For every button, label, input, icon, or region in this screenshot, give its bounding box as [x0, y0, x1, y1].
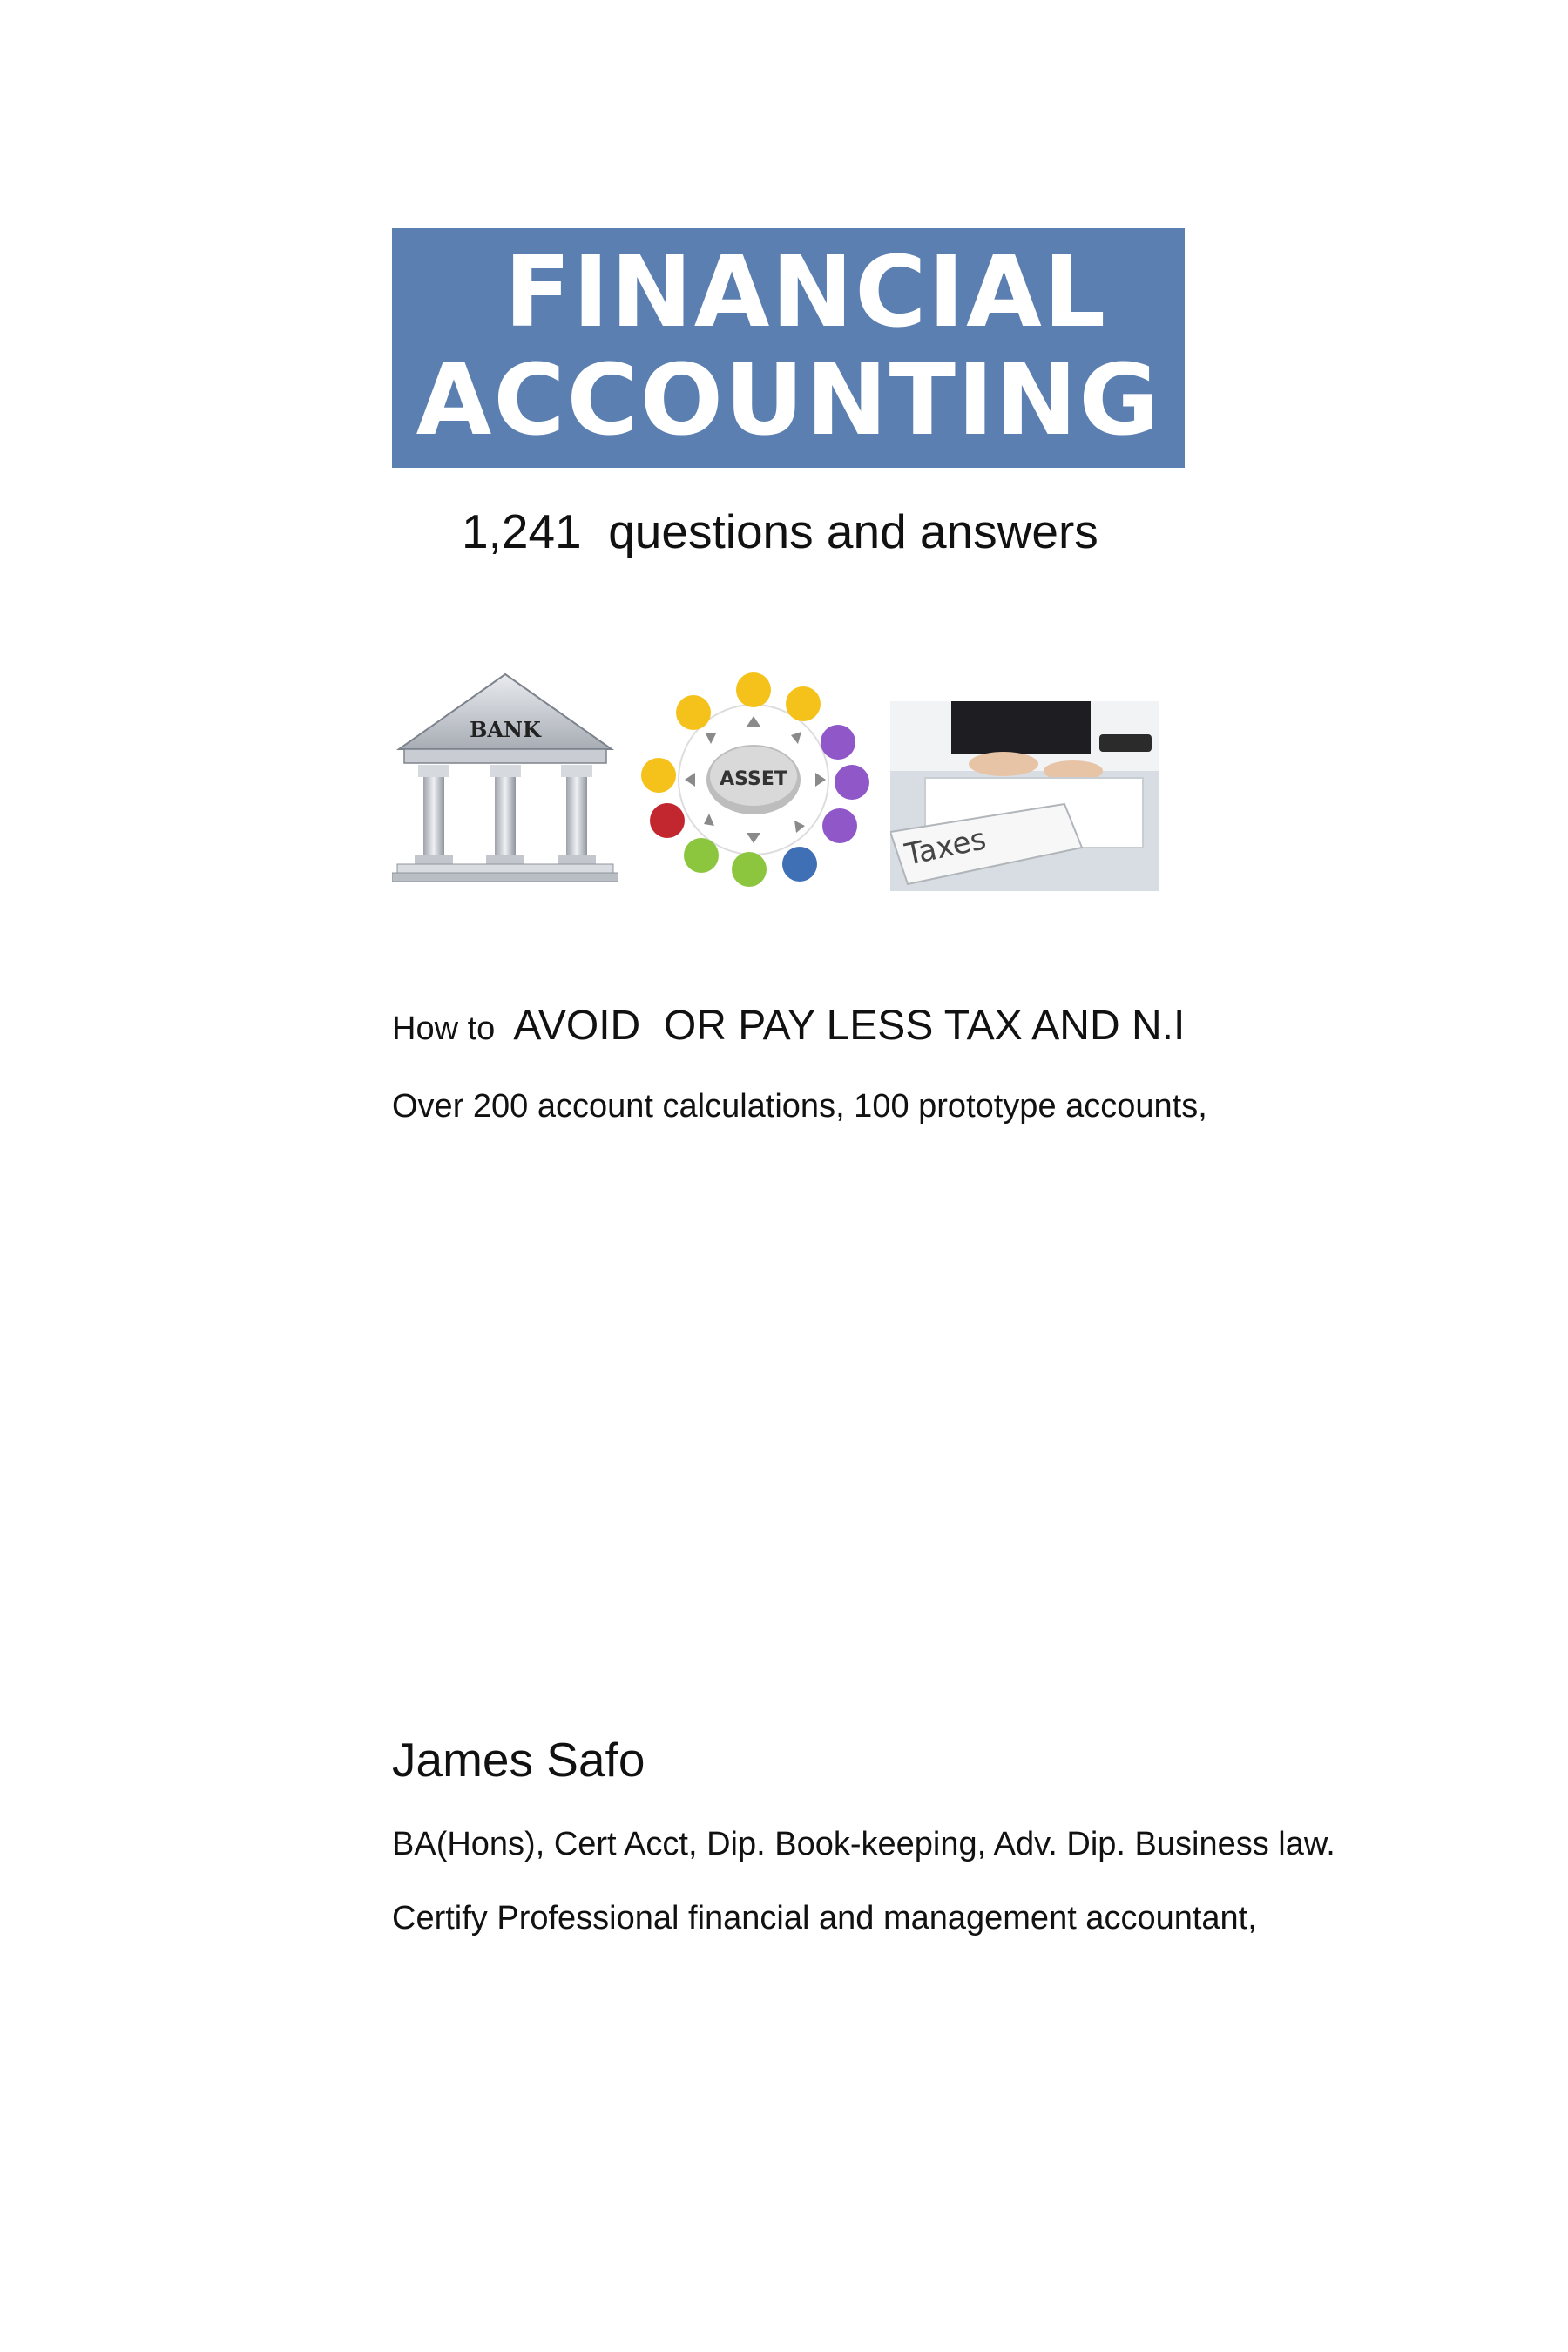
author-qualifications: BA(Hons), Cert Acct, Dip. Book-keeping, Adv. Dip. Business law.	[392, 1826, 1335, 1862]
asset-label: ASSET	[720, 768, 787, 790]
asset-node	[736, 672, 771, 707]
headline	[392, 1002, 1185, 1050]
asset-cycle-illustration	[618, 671, 889, 889]
asset-node	[676, 695, 711, 730]
author-certification: Certify Professional financial and management accountant,	[392, 1900, 1257, 1936]
asset-node	[835, 765, 869, 800]
asset-node	[782, 847, 817, 882]
asset-node	[684, 838, 719, 873]
features-line: Over 200 account calculations, 100 prototype accounts,	[392, 1088, 1207, 1125]
author-name: James Safo	[392, 1733, 645, 1787]
taxes-label: Taxes	[902, 821, 990, 873]
asset-node	[732, 852, 767, 887]
subtitle: 1,241 questions and answers	[462, 504, 1098, 558]
bank-illustration	[392, 671, 618, 884]
headline-prefix: How to	[392, 1010, 514, 1047]
asset-node	[650, 803, 685, 838]
taxes-photo	[890, 701, 1159, 891]
bank-label: BANK	[470, 717, 541, 742]
banner-title-line-2: ACCOUNTING	[416, 344, 1161, 457]
title-banner	[392, 228, 1185, 468]
asset-node	[821, 725, 855, 760]
asset-node	[786, 686, 821, 721]
headline-main: AVOID OR PAY LESS TAX AND N.I	[513, 1003, 1186, 1049]
asset-node	[822, 808, 857, 843]
banner-title-line-1: FINANCIAL	[504, 236, 1108, 349]
asset-node	[641, 758, 676, 793]
